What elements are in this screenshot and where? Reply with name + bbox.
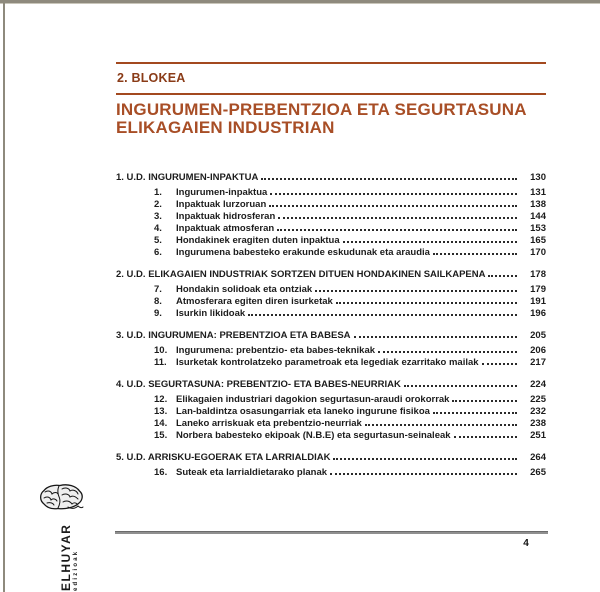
toc-dot-leader — [330, 473, 517, 475]
toc-group-header — [116, 379, 546, 391]
toc-item-number: 5. — [154, 235, 162, 246]
toc-item-row — [116, 418, 546, 430]
toc-page-number: 138 — [530, 199, 546, 210]
toc-page-number: 153 — [530, 223, 546, 234]
toc-group-header — [116, 269, 546, 281]
toc-item-label: Ingurumena babesteko erakunde eskudunak eta araudia — [176, 247, 430, 258]
toc-group — [116, 172, 546, 259]
toc-item-label: Norbera babesteko ekipoak (N.B.E) eta segurtasun-seinaleak — [176, 430, 451, 441]
toc-page-number: 238 — [530, 418, 546, 429]
toc-item-row — [116, 211, 546, 223]
toc-item-row — [116, 223, 546, 235]
toc-dot-leader — [261, 178, 517, 180]
toc-dot-leader — [278, 217, 517, 219]
toc-item-label: Ingurumena: prebentzio- eta babes-teknikak — [176, 345, 376, 356]
toc-group-header — [116, 330, 546, 342]
toc-dot-leader — [454, 436, 517, 438]
toc-page-number: 131 — [530, 187, 546, 198]
toc-item-row — [116, 284, 546, 296]
scan-frame-left-edge — [3, 0, 5, 592]
toc-item-row — [116, 247, 546, 259]
toc-item-row — [116, 235, 546, 247]
toc-item-number: 1. — [154, 187, 162, 198]
toc-dot-leader — [248, 314, 517, 316]
toc-item-number: 15. — [154, 430, 168, 441]
page-number: 4 — [523, 538, 529, 549]
toc-page-number: 196 — [530, 308, 546, 319]
block-label: 2. BLOKEA — [117, 71, 186, 85]
toc-item-label: Laneko arriskuak eta prebentzio-neurriak — [176, 418, 362, 429]
toc-item-row — [116, 357, 546, 369]
toc-item-label: Lan-baldintza osasungarriak eta laneko ingurune fisikoa — [176, 406, 430, 417]
toc-item-number: 10. — [154, 345, 168, 356]
toc-dot-leader — [482, 363, 517, 365]
toc-dot-leader — [365, 424, 517, 426]
toc-page-number: 165 — [530, 235, 546, 246]
toc-item-row — [116, 430, 546, 442]
toc-dot-leader — [433, 253, 517, 255]
toc-item-label: Inpaktuak lurzoruan — [176, 199, 267, 210]
toc-item-number: 11. — [154, 357, 167, 368]
scan-frame-top-edge — [0, 0, 600, 4]
toc-item-number: 13. — [154, 406, 168, 417]
toc-dot-leader — [378, 351, 517, 353]
toc-item-number: 6. — [154, 247, 162, 258]
toc-item-label: Isurketak kontrolatzeko parametroak eta legediak ezarritako mailak — [176, 357, 479, 368]
toc-group — [116, 379, 546, 442]
toc-group-header — [116, 452, 546, 464]
toc-item-row — [116, 467, 546, 479]
publisher-logo-text — [60, 487, 84, 591]
toc-group — [116, 330, 546, 369]
toc-page-number: 264 — [530, 452, 546, 463]
toc-item-label: Atmosferara egiten diren isurketak — [176, 296, 333, 307]
toc-item-number: 9. — [154, 308, 162, 319]
toc-item-row — [116, 296, 546, 308]
toc-dot-leader — [452, 400, 517, 402]
toc-page-number: 206 — [530, 345, 546, 356]
toc-dot-leader — [277, 229, 517, 231]
toc-page-number: 232 — [530, 406, 546, 417]
toc-item-row — [116, 187, 546, 199]
toc-item-label: Ingurumen-inpaktua — [176, 187, 268, 198]
publisher-subtitle: edizioak — [73, 549, 79, 591]
toc-item-number: 8. — [154, 296, 162, 307]
toc-item-label: Elikagaien industriari dagokion segurtasun-araudi orokorrak — [176, 394, 450, 405]
toc-page-number: 178 — [530, 269, 546, 280]
toc-page-number: 179 — [530, 284, 546, 295]
toc-dot-leader — [269, 205, 517, 207]
toc-group-header — [116, 172, 546, 184]
toc-page-number: 265 — [530, 467, 546, 478]
toc-dot-leader — [343, 241, 517, 243]
toc-item-number: 14. — [154, 418, 168, 429]
toc-item-row — [116, 406, 546, 418]
toc-dot-leader — [354, 336, 517, 338]
toc-dot-leader — [404, 385, 517, 387]
toc-group — [116, 452, 546, 479]
footer-rule — [115, 531, 548, 534]
toc-group-title: 2. U.D. ELIKAGAIEN INDUSTRIAK SORTZEN DITUEN HONDAKINEN SAILKAPENA — [116, 269, 486, 280]
toc-item-number: 12. — [154, 394, 168, 405]
page — [116, 62, 546, 489]
toc-group-title: 4. U.D. SEGURTASUNA: PREBENTZIO- ETA BABES-NEURRIAK — [116, 379, 401, 390]
toc-dot-leader — [336, 302, 517, 304]
publisher-name: ELHUYAR — [59, 523, 73, 591]
toc-item-label: Inpaktuak atmosferan — [176, 223, 275, 234]
toc-item-number: 7. — [154, 284, 162, 295]
toc-item-number: 16. — [154, 467, 168, 478]
toc-item-label: Inpaktuak hidrosferan — [176, 211, 276, 222]
toc-dot-leader — [433, 412, 517, 414]
toc-group-title: 3. U.D. INGURUMENA: PREBENTZIOA ETA BABESA — [116, 330, 351, 341]
toc-dot-leader — [315, 290, 517, 292]
toc-page-number: 191 — [530, 296, 546, 307]
toc-page-number: 130 — [530, 172, 546, 183]
page-title: INGURUMEN-PREBENTZIOA ETA SEGURTASUNA ELIKAGAIEN INDUSTRIAN — [116, 100, 527, 137]
header-rule-bottom — [116, 93, 546, 95]
toc-page-number: 217 — [530, 357, 546, 368]
toc-item-number: 4. — [154, 223, 162, 234]
toc-page-number: 170 — [530, 247, 546, 258]
toc-page-number: 144 — [530, 211, 546, 222]
table-of-contents — [116, 172, 546, 479]
toc-page-number: 251 — [530, 430, 546, 441]
toc-item-row — [116, 308, 546, 320]
toc-item-label: Suteak eta larrialdietarako planak — [176, 467, 328, 478]
toc-dot-leader — [270, 193, 517, 195]
toc-item-row — [116, 394, 546, 406]
toc-item-label: Isurkin likidoak — [176, 308, 246, 319]
toc-page-number: 224 — [530, 379, 546, 390]
toc-group-title: 1. U.D. INGURUMEN-INPAKTUA — [116, 172, 259, 183]
publisher-logo — [36, 481, 100, 591]
toc-group — [116, 269, 546, 320]
toc-dot-leader — [488, 275, 517, 277]
toc-page-number: 225 — [530, 394, 546, 405]
toc-item-number: 3. — [154, 211, 162, 222]
toc-item-row — [116, 345, 546, 357]
toc-dot-leader — [333, 458, 517, 460]
toc-item-label: Hondakinek eragiten duten inpaktua — [176, 235, 340, 246]
toc-item-label: Hondakin solidoak eta ontziak — [176, 284, 313, 295]
toc-item-number: 2. — [154, 199, 162, 210]
toc-item-row — [116, 199, 546, 211]
toc-group-title: 5. U.D. ARRISKU-EGOERAK ETA LARRIALDIAK — [116, 452, 331, 463]
toc-page-number: 205 — [530, 330, 546, 341]
